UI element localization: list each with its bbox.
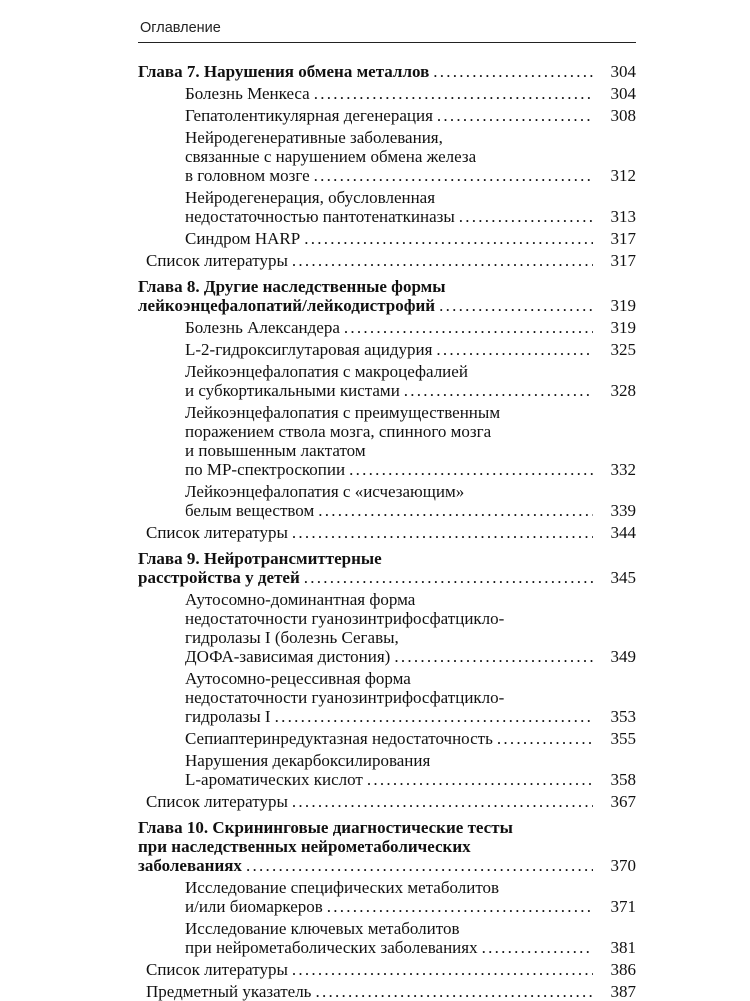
dot-leader [292, 792, 593, 811]
dot-leader [436, 340, 593, 359]
toc-entry-title-line: недостаточности гуанозинтрифосфатцикло- [185, 688, 505, 707]
dot-leader [344, 318, 593, 337]
dot-leader [314, 84, 593, 103]
toc-page-number: 319 [610, 296, 636, 315]
table-of-contents [138, 62, 636, 1001]
toc-section-entry [138, 318, 636, 337]
toc-entry-title-line: Лейкоэнцефалопатия с «исчезающим» [185, 482, 465, 501]
toc-entry-title-line: Лейкоэнцефалопатия с макроцефалией [185, 362, 468, 381]
toc-entry-title-line: Глава 9. Нейротрансмиттерные [138, 549, 382, 568]
toc-entry-title-line: по МР-спектроскопии [185, 460, 346, 479]
dot-leader [304, 568, 593, 587]
toc-page-number: 308 [610, 106, 636, 125]
toc-entry-title-line: Аутосомно-доминантная форма [185, 590, 416, 609]
dot-leader [439, 296, 593, 315]
dot-leader [459, 207, 593, 226]
toc-section-entry [138, 590, 636, 666]
dot-leader [315, 982, 593, 1001]
toc-entry-title-line: Глава 7. Нарушения обмена металлов [138, 62, 430, 81]
toc-page-number: 317 [610, 229, 636, 248]
toc-page-number: 332 [610, 460, 636, 479]
toc-entry-title-line: Глава 8. Другие наследственные формы [138, 277, 446, 296]
toc-entry-title-line: Синдром HARP [185, 229, 301, 248]
toc-entry-title-line: Исследование ключевых метаболитов [185, 919, 460, 938]
toc-entry-title-line: Предметный указатель [146, 982, 312, 1001]
dot-leader [433, 62, 593, 81]
dot-leader [275, 707, 593, 726]
toc-entry-title-line: Список литературы [146, 251, 288, 270]
toc-section-entry [138, 229, 636, 248]
toc-chapter-entry [138, 277, 636, 315]
toc-entry-title-line: Список литературы [146, 523, 288, 542]
toc-section-entry [138, 362, 636, 400]
toc-page-number: 371 [610, 897, 636, 916]
toc-entry-title-line: Нейродегенеративные заболевания, [185, 128, 443, 147]
toc-entry-title-line: и/или биомаркеров [185, 897, 323, 916]
toc-entry-title-line: Гепатолентикулярная дегенерация [185, 106, 433, 125]
toc-entry-title-line: гидролазы I [185, 707, 271, 726]
dot-leader [327, 897, 593, 916]
toc-entry-title-line: L-2-гидроксиглутаровая ацидурия [185, 340, 433, 359]
dot-leader [404, 381, 593, 400]
toc-entry-title-line: L-ароматических кислот [185, 770, 363, 789]
toc-entry-title-line: поражением ствола мозга, спинного мозга [185, 422, 492, 441]
toc-entry-title-line: недостаточностью пантотенаткиназы [185, 207, 455, 226]
toc-entry-title-line: гидролазы I (болезнь Сегавы, [185, 628, 399, 647]
toc-page-number: 344 [610, 523, 636, 542]
toc-section-entry [138, 523, 636, 542]
toc-page-number: 328 [610, 381, 636, 400]
toc-entry-title-line: в головном мозге [185, 166, 310, 185]
toc-page-number: 339 [610, 501, 636, 520]
toc-entry-title-line: ДОФА-зависимая дистония) [185, 647, 391, 666]
toc-page-number: 386 [610, 960, 636, 979]
dot-leader [482, 938, 593, 957]
dot-leader [246, 856, 593, 875]
dot-leader [367, 770, 593, 789]
toc-entry-title-line: Болезнь Александера [185, 318, 340, 337]
toc-page-number: 304 [610, 62, 636, 81]
toc-section-entry [138, 751, 636, 789]
toc-chapter-entry [138, 549, 636, 587]
toc-entry-title-line: лейкоэнцефалопатий/лейкодистрофий [138, 296, 436, 315]
running-head: Оглавление [140, 20, 221, 36]
toc-entry-title-line: Лейкоэнцефалопатия с преимущественным [185, 403, 501, 422]
dot-leader [437, 106, 593, 125]
toc-entry-title-line: Аутосомно-рецессивная форма [185, 669, 411, 688]
toc-chapter-entry [138, 62, 636, 81]
toc-section-entry [138, 84, 636, 103]
toc-entry-title-line: и повышенным лактатом [185, 441, 366, 460]
toc-page-number: 370 [610, 856, 636, 875]
toc-section-entry [138, 482, 636, 520]
toc-page-number: 325 [610, 340, 636, 359]
toc-page-number: 358 [610, 770, 636, 789]
toc-section-entry [138, 340, 636, 359]
toc-entry-title-line: Глава 10. Скрининговые диагностические тесты [138, 818, 513, 837]
dot-leader [349, 460, 593, 479]
toc-entry-title-line: Нарушения декарбоксилирования [185, 751, 431, 770]
toc-page-number: 353 [610, 707, 636, 726]
dot-leader [304, 229, 593, 248]
toc-section-entry [138, 403, 636, 479]
toc-section-entry [138, 960, 636, 979]
toc-chapter-entry [138, 818, 636, 875]
toc-page-number: 345 [610, 568, 636, 587]
toc-entry-title-line: Нейродегенерация, обусловленная [185, 188, 436, 207]
toc-entry-title-line: Список литературы [146, 960, 288, 979]
dot-leader [394, 647, 593, 666]
toc-entry-title-line: Список литературы [146, 792, 288, 811]
toc-entry-title-line: белым веществом [185, 501, 315, 520]
toc-page-number: 317 [610, 251, 636, 270]
toc-page-number: 312 [610, 166, 636, 185]
toc-entry-title-line: при нейрометаболических заболеваниях [185, 938, 478, 957]
toc-entry-title-line: Болезнь Менкеса [185, 84, 310, 103]
dot-leader [292, 960, 593, 979]
toc-section-entry [138, 982, 636, 1001]
dot-leader [318, 501, 593, 520]
dot-leader [292, 251, 593, 270]
toc-section-entry [138, 919, 636, 957]
toc-page-number: 381 [610, 938, 636, 957]
toc-section-entry [138, 669, 636, 726]
header-rule [138, 42, 636, 43]
toc-page-number: 387 [610, 982, 636, 1001]
toc-section-entry [138, 729, 636, 748]
toc-entry-title-line: Сепиаптеринредуктазная недостаточность [185, 729, 493, 748]
toc-entry-title-line: расстройства у детей [138, 568, 300, 587]
toc-page-number: 367 [610, 792, 636, 811]
dot-leader [314, 166, 593, 185]
toc-entry-title-line: при наследственных нейрометаболических [138, 837, 471, 856]
toc-section-entry [138, 792, 636, 811]
dot-leader [292, 523, 593, 542]
toc-entry-title-line: и субкортикальными кистами [185, 381, 400, 400]
toc-section-entry [138, 128, 636, 185]
toc-section-entry [138, 251, 636, 270]
toc-entry-title-line: Исследование специфических метаболитов [185, 878, 500, 897]
toc-page-number: 304 [610, 84, 636, 103]
toc-page-number: 313 [610, 207, 636, 226]
toc-section-entry [138, 188, 636, 226]
toc-page-number: 355 [610, 729, 636, 748]
toc-section-entry [138, 878, 636, 916]
toc-section-entry [138, 106, 636, 125]
toc-page-number: 319 [610, 318, 636, 337]
dot-leader [497, 729, 593, 748]
toc-entry-title-line: недостаточности гуанозинтрифосфатцикло- [185, 609, 505, 628]
toc-page-number: 349 [610, 647, 636, 666]
toc-entry-title-line: связанные с нарушением обмена железа [185, 147, 477, 166]
toc-entry-title-line: заболеваниях [138, 856, 242, 875]
